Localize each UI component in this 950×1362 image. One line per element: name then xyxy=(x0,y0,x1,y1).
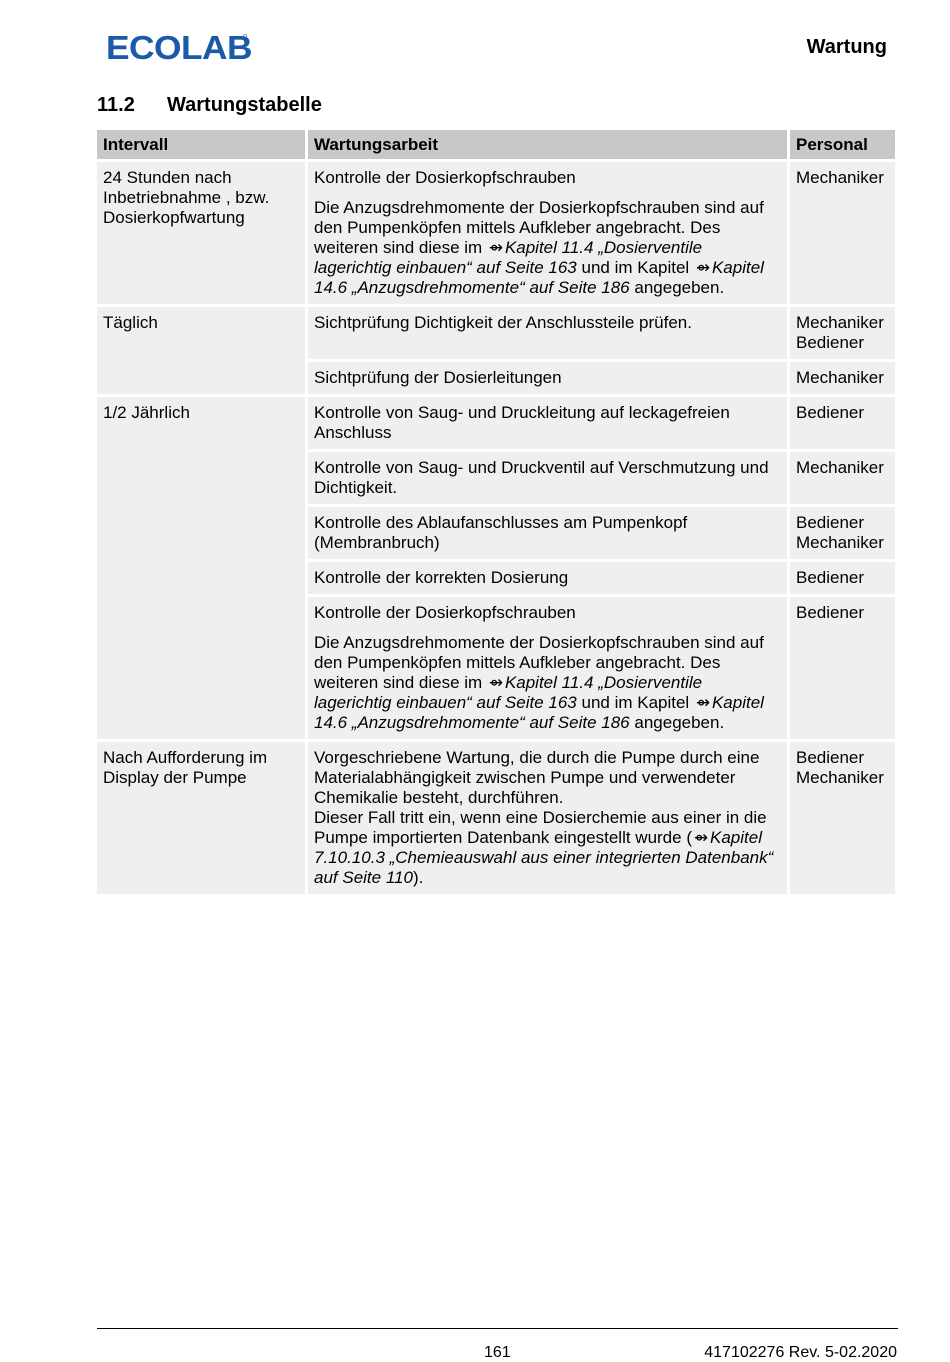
interval-cell: Täglich xyxy=(97,307,305,394)
cross-reference-arrow-icon: ⇴ xyxy=(488,673,504,692)
footer-divider xyxy=(97,1328,898,1329)
cross-reference-arrow-icon: ⇴ xyxy=(693,828,709,847)
maintenance-table xyxy=(94,127,898,897)
personal-cell: Mechaniker xyxy=(790,362,895,394)
task-detail: Die Anzugsdrehmomente der Dosierkopfschrauben sind auf den Pumpenköpfen mittels Aufkleber angebracht. Des weiteren sind diese im ⇴ Kapitel 11.4 „Dosierventile lagerichtig einbauen“ auf Seite 163 und im Kapitel ⇴ Kapitel 14.6 „Anzugsdrehmomente“ auf Seite 186 angegeben. xyxy=(314,198,764,297)
cross-reference-link[interactable]: Kapitel 14.6 „Anzugsdrehmomente“ auf Seite 186 xyxy=(314,258,764,297)
task-cell: Kontrolle der korrekten Dosierung xyxy=(308,562,787,594)
chapter-title: Wartung xyxy=(806,36,887,58)
cross-reference-arrow-icon: ⇴ xyxy=(488,238,504,257)
cross-reference-arrow-icon: ⇴ xyxy=(695,258,711,277)
header-personal: Personal xyxy=(790,130,895,159)
task-title: Kontrolle der Dosierkopfschrauben xyxy=(314,603,576,622)
personal-cell: Mechaniker xyxy=(790,452,895,504)
table-row xyxy=(97,742,895,894)
page-number: 161 xyxy=(484,1344,511,1361)
task-cell: Kontrolle von Saug- und Druckventil auf Verschmutzung und Dichtigkeit. xyxy=(308,452,787,504)
table-row xyxy=(97,162,895,304)
header-interval: Intervall xyxy=(97,130,305,159)
svg-text:ECOLAB: ECOLAB xyxy=(106,29,252,64)
table-header-row xyxy=(97,130,895,159)
task-title: Kontrolle der Dosierkopfschrauben xyxy=(314,168,576,187)
interval-cell: 1/2 Jährlich xyxy=(97,397,305,739)
task-detail: Die Anzugsdrehmomente der Dosierkopfschrauben sind auf den Pumpenköpfen mittels Aufkleber angebracht. Des weiteren sind diese im ⇴ Kapitel 11.4 „Dosierventile lagerichtig einbauen“ auf Seite 163 und im Kapitel ⇴ Kapitel 14.6 „Anzugsdrehmomente“ auf Seite 186 angegeben. xyxy=(314,633,764,732)
personal-cell: Bediener Mechaniker xyxy=(790,507,895,559)
interval-cell: Nach Aufforderung im Display der Pumpe xyxy=(97,742,305,894)
task-cell xyxy=(308,597,787,739)
personal-cell: Bediener xyxy=(790,597,895,739)
personal-cell: Mechaniker Bediener xyxy=(790,307,895,359)
section-number: 11.2 xyxy=(97,94,135,116)
cross-reference-link[interactable]: Kapitel 11.4 „Dosierventile lagerichtig einbauen“ auf Seite 163 xyxy=(314,238,703,277)
cross-reference-link[interactable]: Kapitel 7.10.10.3 „Chemieauswahl aus einer integrierten Datenbank“ auf Seite 110 xyxy=(314,828,774,887)
table-row xyxy=(97,397,895,449)
section-title: Wartungstabelle xyxy=(167,94,322,116)
cross-reference-arrow-icon: ⇴ xyxy=(695,693,711,712)
task-cell: Sichtprüfung Dichtigkeit der Anschlussteile prüfen. xyxy=(308,307,787,359)
task-cell: Kontrolle des Ablaufanschlusses am Pumpenkopf (Membranbruch) xyxy=(308,507,787,559)
personal-cell: Bediener xyxy=(790,562,895,594)
cross-reference-link[interactable]: Kapitel 14.6 „Anzugsdrehmomente“ auf Seite 186 xyxy=(314,693,764,732)
personal-cell: Bediener Mechaniker xyxy=(790,742,895,894)
table-row xyxy=(97,307,895,359)
task-cell: Vorgeschriebene Wartung, die durch die Pumpe durch eine Materialabhängigkeit zwischen Pumpe und verwendeter Chemikalie besteht, durchführen. Dieser Fall tritt ein, wenn eine Dosierchemie aus einer in die Pumpe importierten Datenbank eingestellt wurde ( ⇴ Kapitel 7.10.10.3 „Chemieauswahl aus einer integrierten Datenbank“ auf Seite 110). xyxy=(308,742,787,894)
document-reference: 417102276 Rev. 5-02.2020 xyxy=(704,1344,897,1361)
task-cell: Kontrolle von Saug- und Druckleitung auf leckagefreien Anschluss xyxy=(308,397,787,449)
section-heading xyxy=(97,94,322,117)
ecolab-logo xyxy=(106,28,256,64)
interval-cell: 24 Stunden nach Inbetriebnahme , bzw. Dosierkopfwartung xyxy=(97,162,305,304)
task-cell xyxy=(308,162,787,304)
task-cell: Sichtprüfung der Dosierleitungen xyxy=(308,362,787,394)
header-task: Wartungsarbeit xyxy=(308,130,787,159)
personal-cell: Mechaniker xyxy=(790,162,895,304)
personal-cell: Bediener xyxy=(790,397,895,449)
cross-reference-link[interactable]: Kapitel 11.4 „Dosierventile lagerichtig einbauen“ auf Seite 163 xyxy=(314,673,703,712)
